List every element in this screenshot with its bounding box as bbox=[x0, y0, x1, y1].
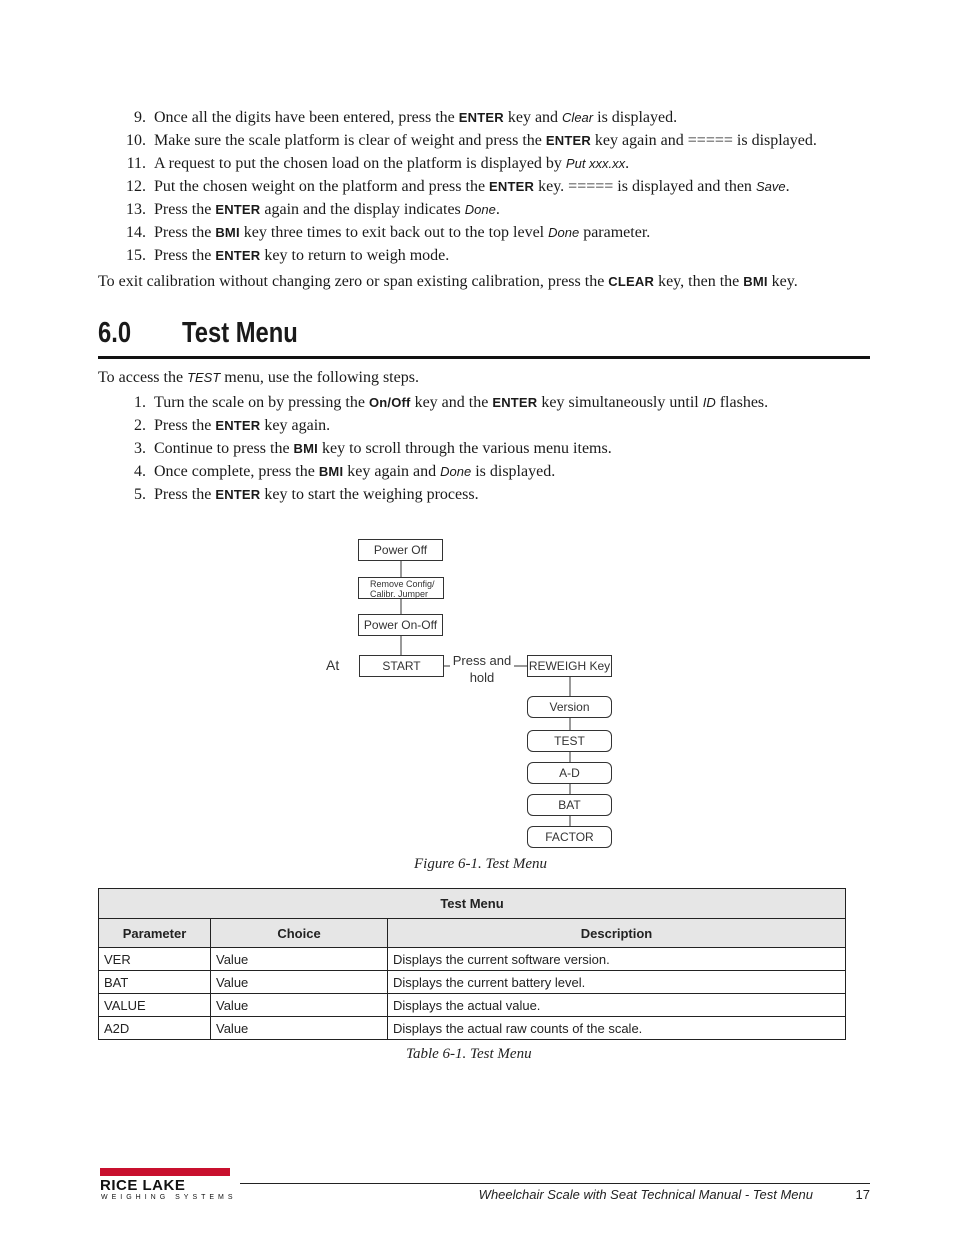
cell-choice: Value bbox=[211, 1017, 388, 1040]
step-number: 4. bbox=[134, 463, 146, 480]
display-text: ID bbox=[702, 395, 716, 410]
step-number: 14. bbox=[126, 224, 146, 241]
figure-caption: Figure 6-1. Test Menu bbox=[414, 856, 548, 872]
step-text bbox=[154, 414, 330, 437]
step-number: 13. bbox=[126, 201, 146, 218]
text-run: menu, use the following steps. bbox=[220, 369, 419, 386]
text-run: key to return to weigh mode. bbox=[260, 247, 450, 264]
text-run: key to scroll through the various menu items. bbox=[317, 440, 612, 457]
intro-paragraph bbox=[98, 366, 419, 389]
power-on-off-box: Power On-Off bbox=[358, 614, 443, 636]
cell-description: Displays the current software version. bbox=[388, 948, 846, 971]
key-name: ENTER bbox=[215, 418, 261, 433]
test-menu-table bbox=[98, 888, 846, 1040]
display-text: Save bbox=[755, 179, 786, 194]
text-run: is displayed. bbox=[593, 109, 678, 126]
text-run: key again and ===== is displayed. bbox=[590, 132, 817, 149]
key-name: ENTER bbox=[215, 487, 261, 502]
text-run: Press the bbox=[154, 201, 216, 218]
column-header-description: Description bbox=[388, 919, 846, 948]
text-run: Turn the scale on by pressing the bbox=[154, 394, 369, 411]
step-number: 12. bbox=[126, 178, 146, 195]
step-text bbox=[154, 391, 768, 414]
cell-description: Displays the actual raw counts of the scale. bbox=[388, 1017, 846, 1040]
display-text: Done bbox=[464, 202, 496, 217]
power-off-box: Power Off bbox=[358, 539, 443, 561]
cell-parameter: VALUE bbox=[99, 994, 211, 1017]
text-run: To exit calibration without changing zero or span existing calibration, press the bbox=[98, 273, 609, 290]
key-name: ENTER bbox=[215, 248, 261, 263]
logo-red-bar bbox=[100, 1168, 230, 1176]
cell-choice: Value bbox=[211, 948, 388, 971]
step-number: 3. bbox=[134, 440, 146, 457]
at-label: At bbox=[326, 657, 340, 673]
step-text bbox=[154, 152, 629, 175]
step-text bbox=[154, 221, 650, 244]
key-name: ENTER bbox=[458, 110, 504, 125]
text-run: . bbox=[785, 178, 790, 195]
menu-item-factor: FACTOR bbox=[527, 826, 612, 848]
cell-description: Displays the actual value. bbox=[388, 994, 846, 1017]
text-run: key, then the bbox=[654, 273, 744, 290]
text-run: key simultaneously until bbox=[537, 394, 703, 411]
remove-jumper-line1: Remove Config/ bbox=[370, 579, 435, 589]
text-run: Press the bbox=[154, 247, 216, 264]
cell-choice: Value bbox=[211, 994, 388, 1017]
display-text: Put xxx.xx bbox=[565, 156, 626, 171]
text-run: parameter. bbox=[579, 224, 651, 241]
remove-jumper-line2: Calibr. Jumper bbox=[370, 589, 429, 599]
text-run: is displayed. bbox=[471, 463, 556, 480]
text-run: key and bbox=[503, 109, 563, 126]
step-number: 5. bbox=[134, 486, 146, 503]
menu-item-bat: BAT bbox=[527, 794, 612, 816]
text-run: key. ===== is displayed and then bbox=[534, 178, 756, 195]
key-name: CLEAR bbox=[608, 274, 655, 289]
key-name: ENTER bbox=[215, 202, 261, 217]
step-number: 1. bbox=[134, 394, 146, 411]
page-number: 17 bbox=[855, 1187, 870, 1202]
cell-parameter: VER bbox=[99, 948, 211, 971]
display-text: TEST bbox=[187, 370, 221, 385]
cell-parameter: A2D bbox=[99, 1017, 211, 1040]
text-run: key and the bbox=[410, 394, 493, 411]
step-number: 15. bbox=[126, 247, 146, 264]
text-run: key to start the weighing process. bbox=[260, 486, 479, 503]
text-run: . bbox=[625, 155, 630, 172]
step-text bbox=[154, 437, 612, 460]
reweigh-key-box: REWEIGH Key bbox=[527, 655, 612, 677]
table-row bbox=[99, 948, 846, 971]
press-hold-line1: Press and bbox=[452, 653, 512, 668]
text-run: Once complete, press the bbox=[154, 463, 319, 480]
step-text bbox=[154, 244, 449, 267]
table-row bbox=[99, 994, 846, 1017]
cell-parameter: BAT bbox=[99, 971, 211, 994]
text-run: Press the bbox=[154, 224, 216, 241]
table-row bbox=[99, 1017, 846, 1040]
logo-wordmark: RICE LAKE bbox=[100, 1177, 186, 1194]
column-header-choice: Choice bbox=[211, 919, 388, 948]
table-row bbox=[99, 971, 846, 994]
key-name: BMI bbox=[215, 225, 240, 240]
column-header-parameter: Parameter bbox=[99, 919, 211, 948]
key-name: ENTER bbox=[489, 179, 535, 194]
start-box: START bbox=[359, 655, 444, 677]
footer-rule bbox=[240, 1183, 870, 1184]
key-name: On/Off bbox=[368, 395, 411, 410]
step-text bbox=[154, 129, 817, 152]
exit-calibration-note bbox=[98, 270, 798, 293]
text-run: key again and bbox=[343, 463, 441, 480]
menu-item-test: TEST bbox=[527, 730, 612, 752]
section-number: 6.0 bbox=[98, 317, 132, 349]
key-name: ENTER bbox=[545, 133, 591, 148]
text-run: Put the chosen weight on the platform and press the bbox=[154, 178, 490, 195]
section-heading bbox=[98, 312, 870, 359]
press-hold-line2: hold bbox=[469, 670, 495, 685]
text-run: To access the bbox=[98, 369, 188, 386]
text-run: again and the display indicates bbox=[260, 201, 465, 218]
rice-lake-logo bbox=[100, 1168, 237, 1204]
display-text: Clear bbox=[562, 110, 594, 125]
text-run: key again. bbox=[260, 417, 331, 434]
step-text bbox=[154, 198, 500, 221]
text-run: Press the bbox=[154, 486, 216, 503]
step-number: 10. bbox=[126, 132, 146, 149]
key-name: BMI bbox=[318, 464, 344, 479]
table-title: Test Menu bbox=[99, 889, 846, 919]
step-number: 2. bbox=[134, 417, 146, 434]
step-number: 9. bbox=[134, 109, 146, 126]
display-text: Done bbox=[548, 225, 580, 240]
cell-description: Displays the current battery level. bbox=[388, 971, 846, 994]
text-run: . bbox=[495, 201, 500, 218]
text-run: flashes. bbox=[715, 394, 769, 411]
cell-choice: Value bbox=[211, 971, 388, 994]
key-name: BMI bbox=[743, 274, 768, 289]
text-run: Make sure the scale platform is clear of weight and press the bbox=[154, 132, 546, 149]
footer-document-title: Wheelchair Scale with Seat Technical Manual - Test Menu bbox=[478, 1187, 813, 1202]
display-text: Done bbox=[440, 464, 472, 479]
press-and-hold-label bbox=[448, 652, 516, 686]
key-name: BMI bbox=[293, 441, 318, 456]
menu-item-a-d: A-D bbox=[527, 762, 612, 784]
step-text bbox=[154, 483, 479, 506]
text-run: A request to put the chosen load on the platform is displayed by bbox=[154, 155, 566, 172]
text-run: Press the bbox=[154, 417, 216, 434]
text-run: key three times to exit back out to the top level bbox=[239, 224, 549, 241]
key-name: ENTER bbox=[492, 395, 538, 410]
remove-jumper-box bbox=[358, 577, 444, 599]
step-text bbox=[154, 106, 677, 129]
text-run: Once all the digits have been entered, press the bbox=[154, 109, 459, 126]
menu-item-version: Version bbox=[527, 696, 612, 718]
table-caption: Table 6-1. Test Menu bbox=[406, 1046, 532, 1062]
section-title: Test Menu bbox=[182, 317, 298, 349]
step-text bbox=[154, 460, 555, 483]
text-run: Continue to press the bbox=[154, 440, 294, 457]
step-number: 11. bbox=[126, 155, 146, 172]
step-text bbox=[154, 175, 790, 198]
text-run: key. bbox=[767, 273, 798, 290]
logo-subtitle: WEIGHING SYSTEMS bbox=[101, 1194, 237, 1201]
